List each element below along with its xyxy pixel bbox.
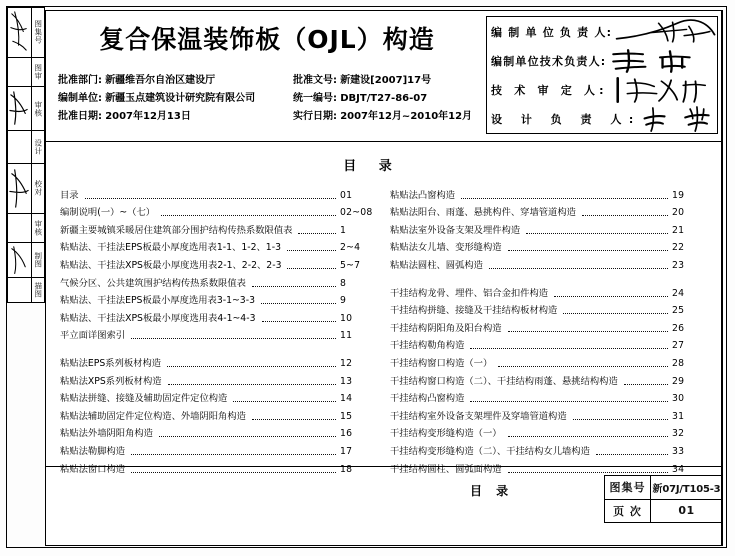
toc-entry-title: 气候分区、公共建筑围护结构传热系数限值表 — [60, 277, 246, 289]
toc-dot-leader — [489, 267, 668, 269]
toc-dot-leader — [508, 435, 668, 437]
toc-dot-leader — [262, 320, 337, 322]
toc-entry[interactable] — [390, 281, 702, 299]
side-cell-label: 图审 — [31, 58, 44, 86]
toc-dot-leader — [554, 295, 668, 297]
side-cell-signature — [8, 58, 31, 86]
toc-entry[interactable] — [60, 351, 370, 369]
side-cell-atlas — [8, 8, 44, 58]
side-cell-drawing — [8, 243, 44, 278]
toc-entry-title: 干挂结构阴阳角及阳台构造 — [390, 322, 502, 334]
toc-entry[interactable] — [390, 334, 702, 352]
toc-dot-leader — [131, 453, 336, 455]
toc-entry-page: 01 — [340, 189, 353, 201]
meta-cell-left — [58, 90, 293, 108]
toc-entry-page: 21 — [672, 224, 685, 236]
toc-dot-leader — [470, 347, 668, 349]
toc-entry-title: 干挂结构变形缝构造（二）、干挂结构女儿墙构造 — [390, 445, 590, 457]
toc-entry-title: 干挂结构龙骨、埋件、铝合金扣件构造 — [390, 287, 549, 299]
toc-entry-title: 干挂结构窗口构造（二）、干挂结构雨蓬、悬挑结构构造 — [390, 375, 618, 387]
toc-entry[interactable] — [60, 404, 370, 422]
toc-dot-leader — [85, 197, 336, 199]
meta-value: 2007年12月13日 — [105, 111, 191, 122]
side-cell-label: 制图 — [31, 243, 44, 277]
page-number-label: 页 次 — [605, 500, 651, 523]
toc-entry[interactable] — [60, 387, 370, 405]
toc-entry-title: 粘贴法凸窗构造 — [390, 189, 456, 201]
toc-entry-page: 22 — [672, 242, 685, 254]
toc-entry[interactable] — [60, 271, 370, 289]
footer-section-label: 目 录 — [470, 484, 514, 498]
signature-row-tech-head — [487, 46, 717, 75]
toc-dot-leader — [508, 249, 668, 251]
side-cell-signature — [8, 278, 31, 302]
side-cell-label: 设计 — [31, 131, 44, 162]
toc-dot-leader — [233, 400, 336, 402]
toc-entry-page: 02~08 — [340, 207, 373, 219]
toc-entry-page: 8 — [340, 277, 347, 289]
toc-column-left — [60, 183, 373, 475]
meta-row — [58, 108, 478, 126]
toc-entry-title: 粘贴法圆柱、圆弧构造 — [390, 259, 483, 271]
toc-entry-title: 干挂结构圆柱、圆弧面构造 — [390, 463, 502, 475]
toc-entry-page: 28 — [672, 357, 685, 369]
signature-mark — [606, 46, 717, 75]
toc-dot-leader — [261, 302, 336, 304]
side-cell-signature — [8, 87, 31, 130]
atlas-number-value: 新07J/T105-3 — [652, 483, 721, 495]
toc-entry-page: 14 — [340, 393, 353, 405]
toc-entry-title: 粘贴法、干挂法EPS板最小厚度选用表3-1~3-3 — [60, 295, 255, 307]
toc-dot-leader — [167, 365, 336, 367]
toc-dot-leader — [168, 383, 336, 385]
signature-mark — [641, 104, 717, 133]
toc-dot-leader — [596, 453, 668, 455]
signature-block — [486, 16, 718, 134]
toc-entry-page: 25 — [672, 305, 685, 317]
side-cell-trace — [8, 278, 44, 302]
toc-entry-title: 平立面详图索引 — [60, 330, 126, 342]
toc-dot-leader — [159, 435, 336, 437]
toc-entry-page: 5~7 — [340, 259, 361, 271]
toc-entry-title: 粘贴法女儿墙、变形缝构造 — [390, 242, 502, 254]
meta-value: 新建设[2007]17号 — [340, 75, 432, 86]
side-cell-label: 描图 — [31, 278, 44, 302]
footer-divider — [46, 466, 723, 467]
toc-entry[interactable] — [60, 289, 370, 307]
drawing-title-block — [604, 475, 723, 523]
meta-value: DBJT/T27-86-07 — [340, 93, 428, 104]
meta-cell-right — [293, 90, 478, 108]
side-cell-label: 审核 — [31, 87, 44, 130]
meta-key: 实行日期: — [293, 111, 337, 122]
side-cell-label: 图集号 — [31, 8, 44, 57]
toc-entry-title: 编制说明(一）~（七） — [60, 207, 156, 219]
toc-entry-title: 粘贴法阳台、雨蓬、悬挑构件、穿墙管道构造 — [390, 207, 576, 219]
toc-dot-leader — [498, 365, 668, 367]
meta-cell-right — [293, 72, 478, 90]
toc-dot-leader — [573, 418, 668, 420]
toc-entry-page: 30 — [672, 393, 685, 405]
toc-entry[interactable] — [390, 351, 702, 369]
toc-entry-page: 10 — [340, 312, 353, 324]
toc-entry-page: 34 — [672, 463, 685, 475]
meta-value: 新疆维吾尔自治区建设厅 — [105, 75, 216, 86]
toc-entry-page: 33 — [672, 445, 685, 457]
toc-entry[interactable] — [60, 183, 370, 201]
meta-cell-right — [293, 108, 478, 126]
toc-dot-leader — [287, 249, 336, 251]
title-block-row-page — [605, 500, 722, 523]
signature-label: 编制单位技术负责人: — [491, 54, 607, 68]
toc-entry-page: 19 — [672, 189, 685, 201]
signature-label: 设 计 负 责 人: — [491, 112, 641, 126]
toc-dot-leader — [252, 285, 336, 287]
toc-entry-page: 29 — [672, 375, 685, 387]
meta-value: 2007年12月~2010年12月 — [340, 111, 473, 122]
meta-value: 新疆玉点建筑设计研究院有限公司 — [105, 93, 256, 104]
side-cell-review — [8, 58, 44, 87]
signature-row-tech-approver — [487, 75, 717, 104]
toc-entry-page: 2~4 — [340, 242, 361, 254]
title-block-row-atlas — [605, 476, 722, 500]
toc-entry-title: 干挂结构凸窗构造 — [390, 393, 465, 405]
toc-entry-page: 23 — [672, 259, 685, 271]
toc-entry-title: 目录 — [60, 189, 79, 201]
page-title: 复合保温装饰板（OJL）构造 — [99, 25, 435, 54]
toc-dot-leader — [508, 471, 668, 473]
toc-dot-leader — [582, 214, 668, 216]
toc-entry-title: 粘贴法、干挂法XPS板最小厚度选用表2-1、2-2、2-3 — [60, 259, 282, 271]
side-cell-label: 审核 — [31, 214, 44, 242]
toc-dot-leader — [563, 312, 668, 314]
toc-entry-page: 16 — [340, 428, 353, 440]
meta-key: 编制单位: — [58, 93, 102, 104]
header-divider — [46, 141, 723, 142]
toc-dot-leader — [298, 232, 336, 234]
toc-entry-page: 12 — [340, 357, 353, 369]
signature-mark — [608, 75, 717, 104]
toc-entry-page: 18 — [340, 463, 353, 475]
toc-entry[interactable] — [390, 369, 702, 387]
toc-entry-page: 24 — [672, 287, 685, 299]
toc-entry-page: 26 — [672, 322, 685, 334]
toc-entry[interactable] — [390, 387, 702, 405]
toc-entry[interactable] — [390, 183, 702, 201]
toc-entry[interactable] — [60, 306, 370, 324]
toc-entry-title: 粘贴法XPS系列板材构造 — [60, 375, 162, 387]
toc-entry-title: 粘贴法拼缝、接缝及辅助固定件定位构造 — [60, 393, 228, 405]
toc-entry-title: 粘贴法、干挂法EPS板最小厚度选用表1-1、1-2、1-3 — [60, 242, 281, 254]
toc-entry-title: 干挂结构拼缝、接缝及干挂结构板材构造 — [390, 305, 558, 317]
toc-entry[interactable] — [60, 422, 370, 440]
toc-dot-leader — [508, 330, 668, 332]
toc-dot-leader — [461, 197, 668, 199]
toc-entry[interactable] — [60, 201, 373, 219]
toc-entry[interactable] — [60, 218, 370, 236]
toc-entry[interactable] — [60, 439, 370, 457]
toc-entry-page: 17 — [340, 445, 353, 457]
toc-entry-page: 1 — [340, 224, 347, 236]
toc-dot-leader — [470, 400, 668, 402]
toc-entry-title: 干挂结构变形缝构造（一） — [390, 428, 502, 440]
toc-entry[interactable] — [390, 218, 702, 236]
side-cell-signature — [8, 243, 31, 277]
page-number-value: 01 — [678, 504, 695, 518]
toc-entry-page: 9 — [340, 295, 347, 307]
toc-column-right — [390, 183, 702, 475]
toc-entry[interactable] — [390, 236, 702, 254]
meta-cell-left — [58, 72, 293, 90]
toc-dot-leader — [131, 471, 336, 473]
approval-meta-table — [58, 72, 478, 126]
toc-heading: 目 录 — [343, 159, 401, 174]
toc-dot-leader — [131, 337, 336, 339]
toc-entry-page: 31 — [672, 410, 685, 422]
toc-entry[interactable] — [390, 404, 702, 422]
toc-entry[interactable] — [390, 299, 702, 317]
toc-entry[interactable] — [60, 253, 370, 271]
signature-label: 技 术 审 定 人: — [491, 83, 608, 97]
toc-entry-title: 粘贴法室外设备支架及埋件构造 — [390, 224, 521, 236]
toc-entry[interactable] — [60, 236, 370, 254]
toc-entry-title: 干挂结构室外设备支架埋件及穿墙管道构造 — [390, 410, 567, 422]
toc-entry-title: 粘贴法、干挂法XPS板最小厚度选用表4-1~4-3 — [60, 312, 256, 324]
toc-entry-title: 粘贴法勒脚构造 — [60, 445, 126, 457]
signature-row-unit-head — [487, 17, 717, 46]
side-cell-signature — [8, 8, 31, 57]
toc-entry-title: 干挂结构窗口构造（一） — [390, 357, 493, 369]
toc-entry[interactable] — [390, 201, 702, 219]
toc-entry-page: 15 — [340, 410, 353, 422]
side-cell-audit — [8, 214, 44, 243]
toc-entry[interactable] — [390, 316, 702, 334]
meta-key: 统一编号: — [293, 93, 337, 104]
toc-entry-title: 粘贴法辅助固定件定位构造、外墙阴阳角构造 — [60, 410, 246, 422]
toc-entry-page: 11 — [340, 330, 353, 342]
signature-label: 编 制 单 位 负 责 人: — [491, 25, 613, 39]
signature-mark — [612, 17, 717, 46]
toc-entry[interactable] — [390, 422, 702, 440]
side-cell-check — [8, 87, 44, 131]
toc-entry-page: 27 — [672, 340, 685, 352]
meta-key: 批准日期: — [58, 111, 102, 122]
meta-key: 批准文号: — [293, 75, 337, 86]
toc-entry-title: 粘贴法外墙阴阳角构造 — [60, 428, 153, 440]
toc-dot-leader — [624, 383, 668, 385]
meta-row — [58, 72, 478, 90]
meta-cell-left — [58, 108, 293, 126]
toc-entry-page: 20 — [672, 207, 685, 219]
toc-entry-title: 干挂结构勒角构造 — [390, 340, 465, 352]
toc-dot-leader — [287, 267, 336, 269]
toc-entry-title: 粘贴法EPS系列板材构造 — [60, 357, 162, 369]
meta-row — [58, 90, 478, 108]
signature-row-design-head — [487, 104, 717, 133]
side-cell-label: 校对 — [31, 164, 44, 213]
toc-entry-title: 粘贴法窗口构造 — [60, 463, 126, 475]
toc-entry-page: 13 — [340, 375, 353, 387]
toc-dot-leader — [161, 214, 336, 216]
toc-entry-page: 32 — [672, 428, 685, 440]
toc-entry-title: 新疆主要城镇采暖居住建筑部分围护结构传热系数限值表 — [60, 224, 293, 236]
toc-entry[interactable] — [60, 369, 370, 387]
meta-key: 批准部门: — [58, 75, 102, 86]
side-cell-signature — [8, 214, 31, 242]
toc-entry[interactable] — [390, 439, 702, 457]
toc-dot-leader — [252, 418, 336, 420]
toc-entry[interactable] — [60, 324, 370, 342]
toc-dot-leader — [526, 232, 668, 234]
toc-entry[interactable] — [390, 253, 702, 271]
atlas-number-label: 图集号 — [605, 476, 651, 499]
